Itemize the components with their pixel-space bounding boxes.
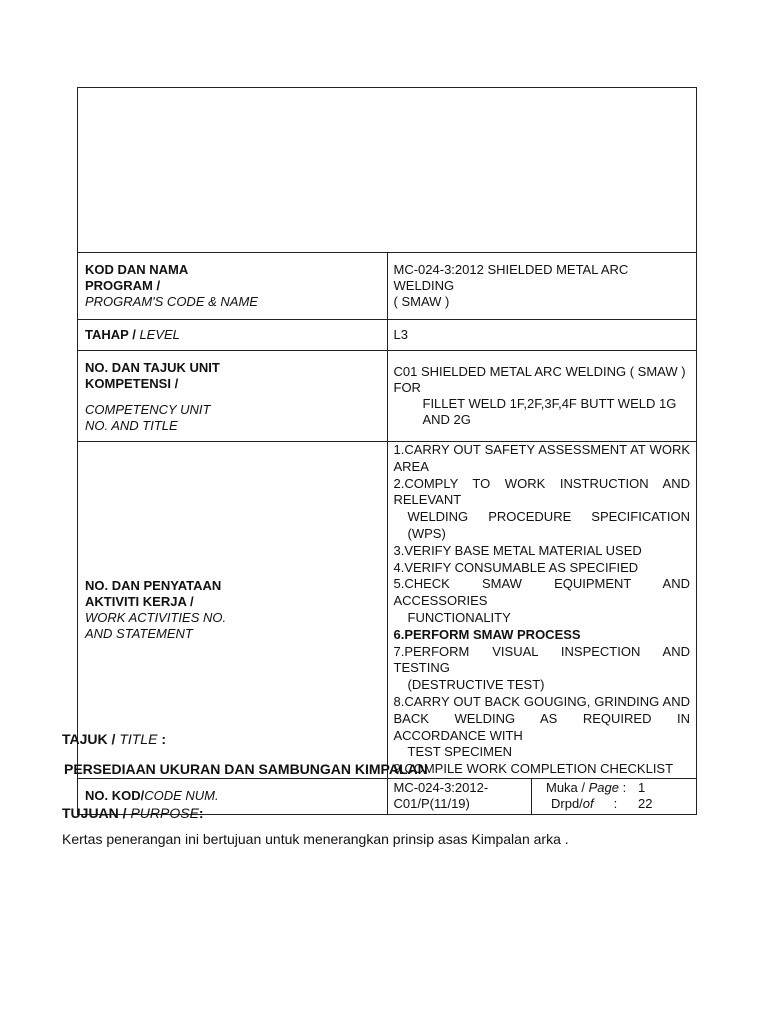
page-label: Muka / bbox=[546, 780, 589, 796]
activity-item bbox=[394, 543, 691, 560]
program-label-bold-2: PROGRAM / bbox=[85, 278, 161, 293]
level-value: L3 bbox=[393, 327, 408, 342]
activities-row bbox=[78, 442, 697, 779]
purpose-label-colon: : bbox=[198, 805, 204, 821]
of-sep: : bbox=[613, 796, 618, 812]
activities-label-cell bbox=[78, 442, 388, 779]
activity-item bbox=[394, 644, 691, 694]
activity-item-cont: (DESTRUCTIVE TEST) bbox=[407, 677, 545, 693]
title-label-italic: TITLE bbox=[119, 731, 158, 747]
activities-list bbox=[394, 442, 691, 778]
level-row bbox=[78, 320, 697, 351]
activity-item-text: 1.CARRY OUT SAFETY ASSESSMENT AT WORK AREA bbox=[393, 442, 690, 474]
unit-label-bold-1: NO. DAN TAJUK UNIT bbox=[85, 360, 220, 375]
activity-item bbox=[394, 576, 691, 626]
unit-value-cell bbox=[387, 351, 697, 442]
of-label: Drpd/ bbox=[551, 796, 583, 812]
purpose-label-italic: PURPOSE bbox=[130, 805, 199, 821]
activity-item bbox=[394, 761, 691, 778]
activities-label-italic-1: WORK ACTIVITIES NO. bbox=[85, 609, 227, 625]
total-pages: 22 bbox=[638, 796, 653, 812]
page-number: 1 bbox=[638, 780, 646, 796]
unit-label-italic-2: NO. AND TITLE bbox=[85, 418, 178, 433]
title-label-colon: : bbox=[157, 731, 166, 747]
level-label-bold: TAHAP / bbox=[85, 327, 136, 342]
activities-label-bold-2: AKTIVITI KERJA / bbox=[85, 593, 194, 609]
program-value-cell bbox=[387, 253, 697, 320]
unit-value-line1: C01 SHIELDED METAL ARC WELDING ( SMAW ) FOR bbox=[393, 364, 686, 395]
unit-row bbox=[78, 351, 697, 442]
activity-item bbox=[394, 694, 691, 761]
activity-item-text: 4.VERIFY CONSUMABLE AS SPECIFIED bbox=[393, 559, 639, 575]
unit-label-cell bbox=[78, 351, 388, 442]
purpose-label-bold: TUJUAN / bbox=[62, 805, 131, 821]
activity-item-text: 5.CHECK SMAW EQUIPMENT AND ACCESSORIES bbox=[393, 576, 690, 609]
activity-item-current bbox=[394, 627, 691, 644]
activity-item-cont: FUNCTIONALITY bbox=[407, 609, 511, 625]
title-label-bold: TAJUK / bbox=[62, 731, 120, 747]
code-value-cell bbox=[387, 778, 697, 814]
activities-label-bold-1: NO. DAN PENYATAAN bbox=[85, 577, 222, 593]
program-row bbox=[78, 253, 697, 320]
activity-item-text: 3.VERIFY BASE METAL MATERIAL USED bbox=[393, 542, 642, 558]
program-label-cell bbox=[78, 253, 388, 320]
program-value-line2: ( SMAW ) bbox=[393, 294, 450, 309]
header-blank-cell bbox=[78, 88, 697, 253]
activity-item bbox=[394, 442, 691, 476]
activities-value-cell bbox=[387, 442, 697, 779]
program-label-bold-1: KOD DAN NAMA bbox=[85, 262, 189, 277]
level-value-cell bbox=[387, 320, 697, 351]
program-label-italic: PROGRAM'S CODE & NAME bbox=[85, 294, 258, 309]
activity-item-text: 9.COMPILE WORK COMPLETION CHECKLIST bbox=[393, 761, 674, 777]
header-blank-row bbox=[78, 88, 697, 253]
activity-item-text: 2.COMPLY TO WORK INSTRUCTION AND RELEVANT bbox=[393, 475, 690, 508]
level-label-cell bbox=[78, 320, 388, 351]
unit-label-bold-2: KOMPETENSI / bbox=[85, 376, 179, 391]
page-info bbox=[531, 779, 696, 814]
purpose-heading bbox=[62, 805, 204, 821]
activity-item bbox=[394, 476, 691, 543]
code-value: MC-024-3:2012-C01/P(11/19) bbox=[393, 780, 489, 812]
activity-item bbox=[394, 560, 691, 577]
activity-item-cont: TEST SPECIMEN bbox=[407, 744, 513, 760]
of-label-italic: of bbox=[582, 796, 594, 812]
unit-label-italic-1: COMPETENCY UNIT bbox=[85, 402, 211, 417]
competency-form-table bbox=[77, 87, 697, 815]
page-label-italic: Page bbox=[588, 780, 619, 796]
page-sep: : bbox=[619, 780, 627, 796]
code-label-bold: NO. KOD/ bbox=[85, 788, 145, 804]
program-value-line1: MC-024-3:2012 SHIELDED METAL ARC WELDING bbox=[393, 262, 629, 293]
unit-value-line2: FILLET WELD 1F,2F,3F,4F BUTT WELD 1G AND 2G bbox=[422, 396, 677, 427]
level-label-italic: LEVEL bbox=[139, 327, 180, 342]
code-label-italic: CODE NUM. bbox=[144, 788, 219, 804]
purpose-text: Kertas penerangan ini bertujuan untuk menerangkan prinsip asas Kimpalan arka . bbox=[62, 831, 569, 847]
activity-item-text: 7.PERFORM VISUAL INSPECTION AND TESTING bbox=[393, 643, 690, 676]
title-text: PERSEDIAAN UKURAN DAN SAMBUNGAN KIMPALAN bbox=[64, 761, 428, 777]
activity-item-text: 8.CARRY OUT BACK GOUGING, GRINDING AND BACK WELDING AS REQUIRED IN ACCORDANCE WITH bbox=[393, 693, 690, 743]
activity-item-cont: WELDING PROCEDURE SPECIFICATION (WPS) bbox=[407, 509, 690, 541]
activity-item-text: 6.PERFORM SMAW PROCESS bbox=[393, 626, 581, 642]
activities-label-italic-2: AND STATEMENT bbox=[85, 625, 193, 641]
title-heading bbox=[62, 731, 166, 747]
